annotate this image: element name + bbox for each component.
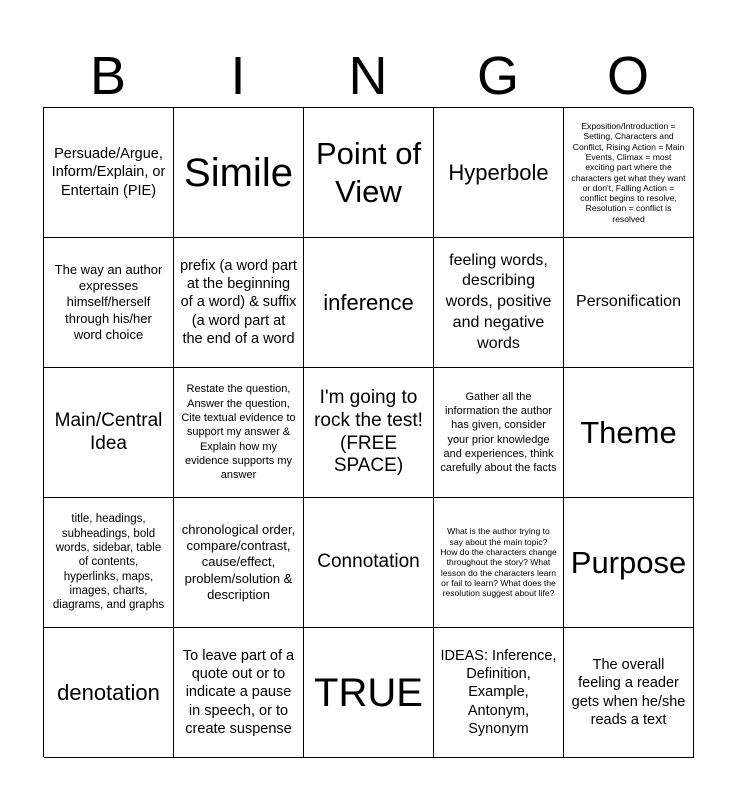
bingo-cell-r2c3[interactable]: inference — [304, 238, 434, 368]
header-letter-b: B — [89, 46, 127, 106]
bingo-cell-r1c1[interactable]: Persuade/Argue, Inform/Explain, or Entertain (PIE) — [44, 108, 174, 238]
bingo-cell-r5c2[interactable]: To leave part of a quote out or to indicate a pause in speech, or to create suspense — [174, 628, 304, 758]
bingo-cell-r3c3[interactable]: I'm going to rock the test! (FREE SPACE) — [304, 368, 434, 498]
bingo-cell-r5c1[interactable]: denotation — [44, 628, 174, 758]
header-letter-i: I — [230, 46, 246, 106]
bingo-cell-r1c2[interactable]: Simile — [174, 108, 304, 238]
bingo-cell-r3c1[interactable]: Main/Central Idea — [44, 368, 174, 498]
bingo-cell-r4c3[interactable]: Connotation — [304, 498, 434, 628]
bingo-cell-r5c4[interactable]: IDEAS: Inference, Definition, Example, Antonym, Synonym — [434, 628, 564, 758]
bingo-header — [43, 44, 693, 108]
bingo-cell-r4c4[interactable]: What is the author trying to say about the main topic? How do the characters change throughout the story? What lesson do the characters learn or fail to learn? What does the resolution suggest about life? — [434, 498, 564, 628]
bingo-cell-r1c5[interactable]: Exposition/Introduction = Setting, Characters and Conflict, Rising Action = Main Events, Climax = most exciting part where the characters get what they want or don't, Falling Action = conflict begins to resolve, Resolution = conflict is resolved — [564, 108, 694, 238]
bingo-board — [43, 107, 693, 757]
bingo-cell-r2c5[interactable]: Personification — [564, 238, 694, 368]
bingo-cell-r1c3[interactable]: Point of View — [304, 108, 434, 238]
bingo-cell-r1c4[interactable]: Hyperbole — [434, 108, 564, 238]
bingo-cell-r3c5[interactable]: Theme — [564, 368, 694, 498]
header-letter-n: N — [348, 46, 388, 106]
bingo-cell-r5c5[interactable]: The overall feeling a reader gets when he/she reads a text — [564, 628, 694, 758]
header-letter-g: G — [476, 46, 519, 106]
header-letter-o: O — [606, 46, 649, 106]
bingo-cell-r2c4[interactable]: feeling words, describing words, positive and negative words — [434, 238, 564, 368]
bingo-cell-r4c5[interactable]: Purpose — [564, 498, 694, 628]
bingo-cell-r4c1[interactable]: title, headings, subheadings, bold words, sidebar, table of contents, hyperlinks, maps, images, charts, diagrams, and graphs — [44, 498, 174, 628]
bingo-cell-r3c2[interactable]: Restate the question, Answer the question, Cite textual evidence to support my answer & Explain how my evidence supports my answer — [174, 368, 304, 498]
bingo-cell-r5c3[interactable]: TRUE — [304, 628, 434, 758]
bingo-cell-r3c4[interactable]: Gather all the information the author has given, consider your prior knowledge and experiences, think carefully about the facts — [434, 368, 564, 498]
bingo-cell-r2c1[interactable]: The way an author expresses himself/herself through his/her word choice — [44, 238, 174, 368]
bingo-cell-r4c2[interactable]: chronological order, compare/contrast, cause/effect, problem/solution & description — [174, 498, 304, 628]
bingo-cell-r2c2[interactable]: prefix (a word part at the beginning of a word) & suffix (a word part at the end of a word — [174, 238, 304, 368]
